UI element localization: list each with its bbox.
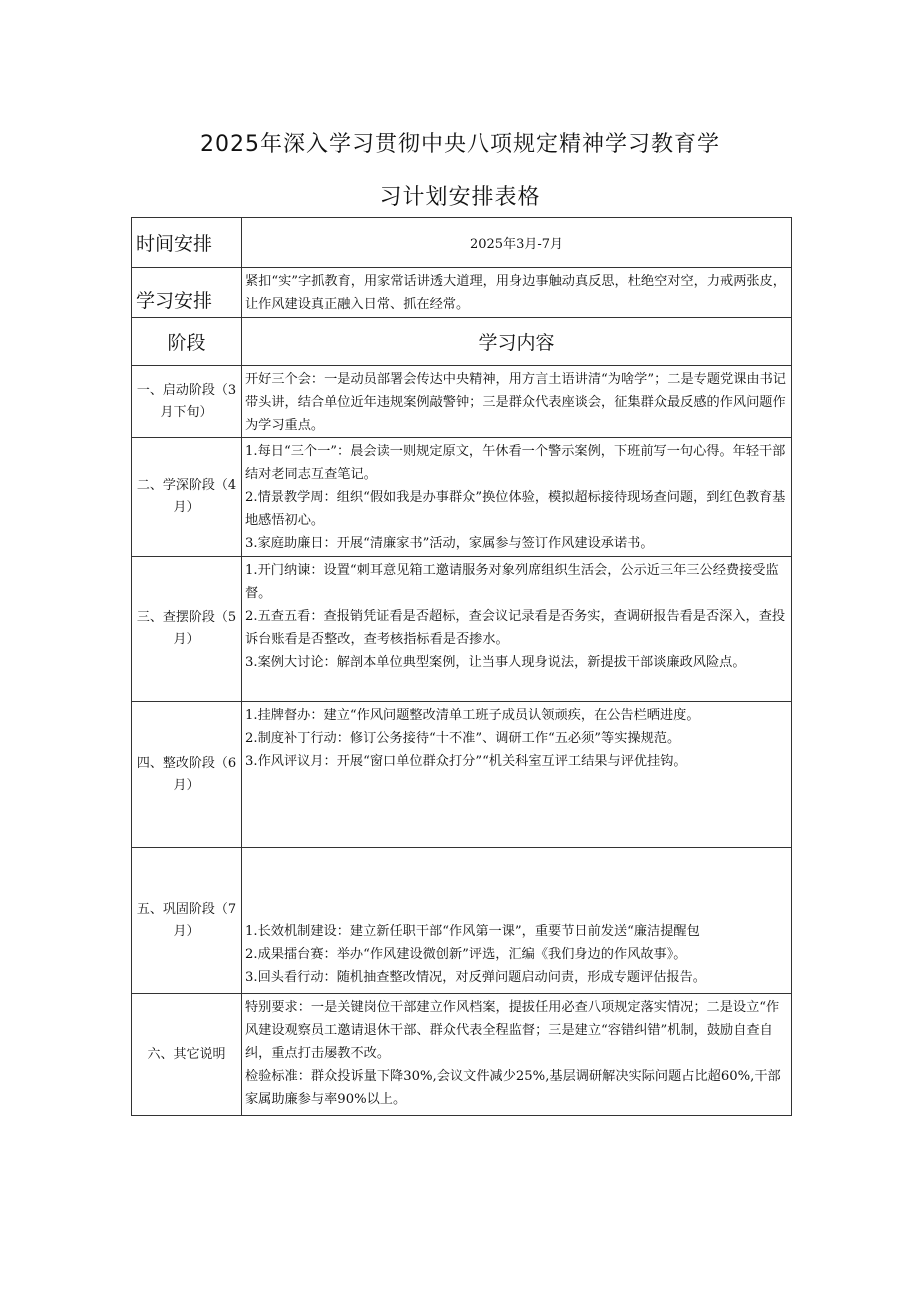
content-line: 3.回头看行动：随机抽查整改情况，对反弹问题启动问责，形成专题评估报告。 — [245, 970, 706, 985]
stage-content — [242, 994, 792, 1116]
content-line: 2.五查五看：查报销凭证看是否超标，查会议记录看是否务实，查调研报告看是否深入，查投诉台账看是否整改，查考核指标看是否掺水。 — [245, 609, 786, 647]
header-stage: 阶段 — [132, 318, 242, 366]
header-content: 学习内容 — [242, 318, 792, 366]
content-line: 3.作风评议月：开展“窗口单位群众打分”“机关科室互评工结果与评优挂钩。 — [245, 754, 687, 769]
content-line: 3.家庭助廉日：开展“清廉家书”活动，家属参与签订作风建设承诺书。 — [245, 536, 654, 551]
content-line: 3.案例大讨论：解剖本单位典型案例，让当事人现身说法，新提拔干部谈廉政风险点。 — [245, 655, 746, 670]
content-line: 特别要求：一是关键岗位干部建立作风档案，提拔任用必查八项规定落实情况；二是设立“作风建设观察员工邀请退休干部、群众代表全程监督；三是建立“容错纠错”机制，鼓励自查自纠，重点打击屡教不改。 — [245, 1000, 780, 1061]
content-line: 1.开门纳谏：设置“刺耳意见箱工邀请服务对象列席组织生活会，公示近三年三公经费接受监督。 — [245, 563, 779, 601]
content-line: 开好三个会：一是动员部署会传达中央精神，用方言土语讲清“为啥学”；二是专题党课由书记带头讲，结合单位近年违规案例敲警钟；三是群众代表座谈会，征集群众最反感的作风问题作为学习重点。 — [245, 372, 786, 433]
study-label: 学习安排 — [132, 268, 242, 318]
document-title-line1: 2025年深入学习贯彻中央八项规定精神学习教育学 — [200, 132, 720, 157]
stage-content — [242, 702, 792, 848]
content-line: 检验标准：群众投诉量下降30%,会议文件减少25%,基层调研解决实际问题占比超60%,干部家属助廉参与率90%以上。 — [245, 1069, 781, 1107]
content-line: 1.长效机制建设：建立新任职干部“作风第一课”，重要节日前发送“廉洁提醒包 — [245, 924, 700, 939]
stage-label: 六、其它说明 — [132, 994, 242, 1116]
time-label: 时间安排 — [132, 218, 242, 268]
stage-label: 三、查摆阶段（5月） — [132, 557, 242, 702]
time-value: 2025年3月-7月 — [242, 218, 792, 268]
content-line: 2.制度补丁行动：修订公务接待“十不准”、调研工作“五必须”等实操规范。 — [245, 731, 681, 746]
plan-table — [131, 217, 792, 1116]
stage-content — [242, 438, 792, 557]
stage-label: 五、巩固阶段（7月） — [132, 848, 242, 994]
stage-label: 四、整改阶段（6月） — [132, 702, 242, 848]
content-line: 2.情景教学周：组织“假如我是办事群众”换位体验，模拟超标接待现场查问题，到红色教育基地感悟初心。 — [245, 490, 786, 528]
study-value: 紧扣“实”字抓教育，用家常话讲透大道理，用身边事触动真反思，杜绝空对空，力戒两张皮，让作风建设真正融入日常、抓在经常。 — [242, 268, 792, 318]
stage-content — [242, 848, 792, 994]
stage-content — [242, 557, 792, 702]
document-title-line2: 习计划安排表格 — [379, 185, 541, 210]
content-line: 1.每日“三个一”：晨会读一则规定原文，午休看一个警示案例，下班前写一句心得。年轻干部结对老同志互查笔记。 — [245, 444, 786, 482]
content-line: 1.挂牌督办：建立“作风问题整改清单工班子成员认领顽疾，在公告栏晒进度。 — [245, 708, 700, 723]
content-line: 2.成果擂台赛：举办“作风建设微创新”评选，汇编《我们身边的作风故事》。 — [245, 947, 687, 962]
stage-label: 一、启动阶段（3月下旬） — [132, 366, 242, 438]
stage-label: 二、学深阶段（4月） — [132, 438, 242, 557]
stage-content — [242, 366, 792, 438]
